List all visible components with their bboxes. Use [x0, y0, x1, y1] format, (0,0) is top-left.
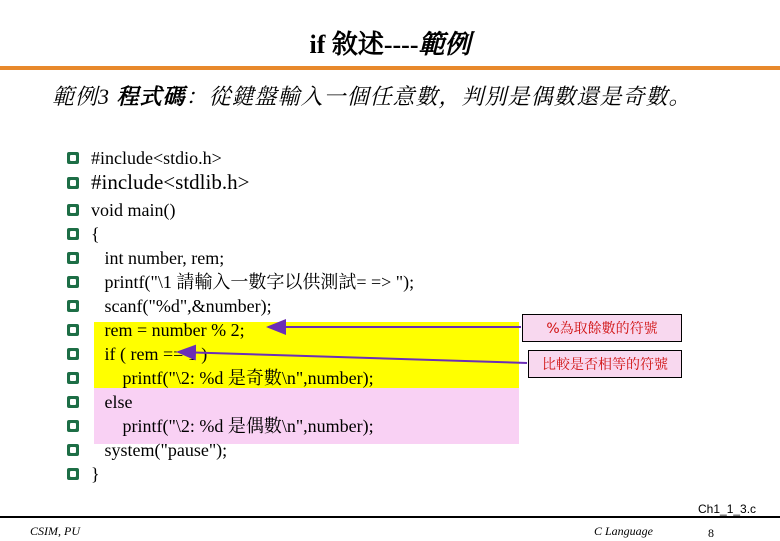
code-text: void main(): [91, 200, 176, 220]
code-text: system("pause");: [91, 440, 228, 460]
title-italic: 範例: [418, 30, 471, 59]
footer-divider: [0, 516, 780, 518]
footer-course: C Language: [594, 524, 654, 538]
equality-callout: 比較是否相等的符號: [528, 350, 682, 378]
code-text: if ( rem == 1 ): [91, 344, 208, 364]
code-text: printf("\1 請輸入一數字以供測試= => ");: [91, 272, 415, 292]
source-filename: Ch1_1_3.c: [698, 502, 757, 516]
page-number: 8: [708, 526, 714, 540]
code-text: printf("\2: %d 是偶數\n",number);: [91, 416, 374, 436]
code-text: printf("\2: %d 是奇數\n",number);: [91, 368, 374, 388]
modulo-callout: %為取餘數的符號: [522, 314, 682, 342]
code-text: int number, rem;: [91, 248, 225, 268]
code-text: rem = number % 2;: [91, 320, 245, 340]
equality-arrow: [178, 352, 527, 363]
code-text: }: [91, 464, 100, 484]
code-text: scanf("%d",&number);: [91, 296, 272, 316]
footer-org: CSIM, PU: [30, 524, 80, 538]
code-text: #include<stdio.h>: [91, 148, 222, 168]
subtitle-prefix: 範例3: [52, 84, 117, 109]
subtitle-bold: 程式碼: [116, 84, 186, 109]
code-text: {: [91, 224, 100, 244]
code-text: else: [91, 392, 133, 412]
subtitle-rest: ：從鍵盤輸入一個任意數，判別是偶數還是奇數。: [185, 84, 692, 109]
title-prefix: if 敘述----: [309, 30, 419, 59]
code-text: #include<stdlib.h>: [91, 170, 250, 194]
